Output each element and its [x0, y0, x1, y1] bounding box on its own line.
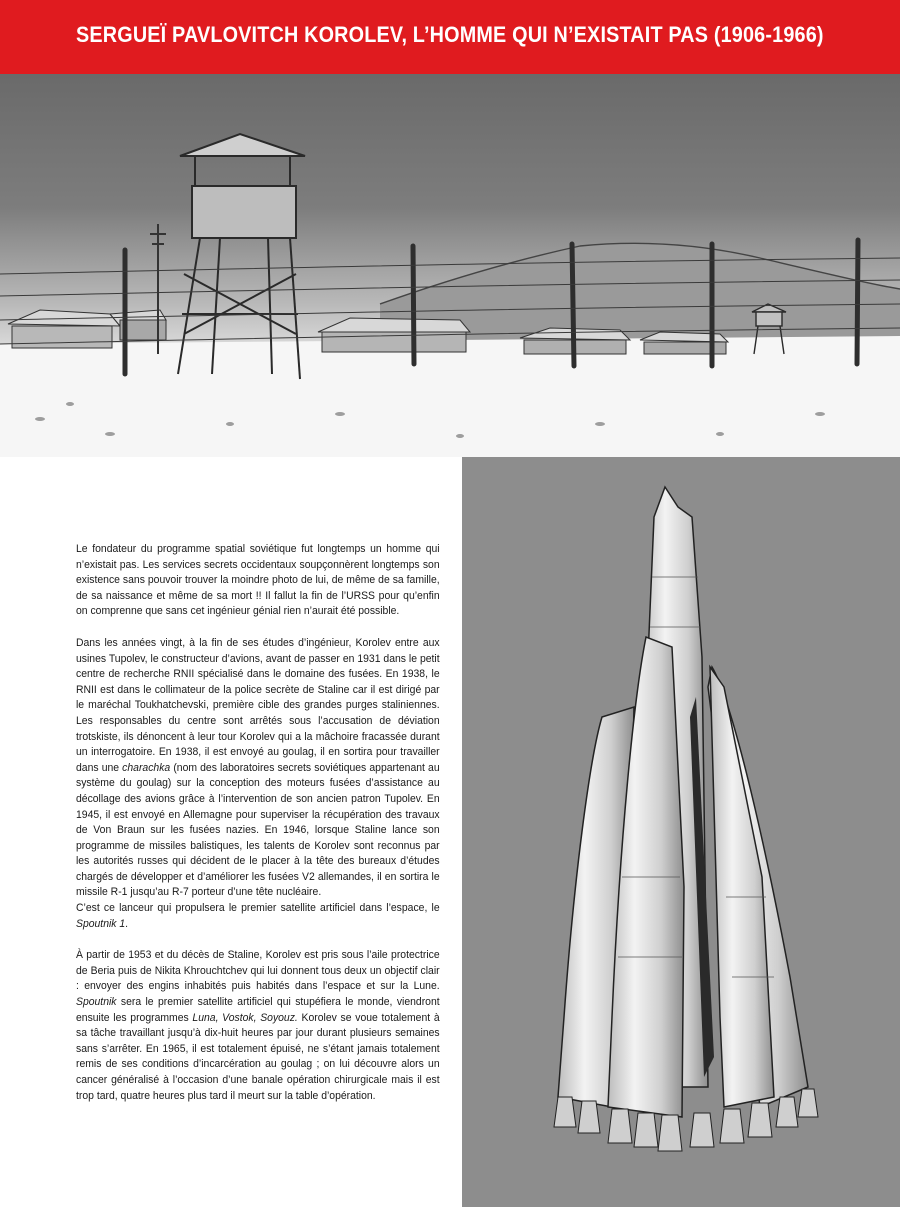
- paragraph-career-part2: (nom des laboratoires secrets soviétiques appartenant au système du goulag) sur la conception des moteurs fusées d’assistance au décollage des avions grâce à l’intervention de son ancien patron Tupolev. En 1945, il est envoyé en Allemagne pour superviser la récupération des travaux de Von Braun sur les fusées nazies. En 1946, lorsque Staline lance son programme de missiles balistiques, les talents de Korolev sont reconnus par les autorités russes qui décident de le placer à la tête des bureaux d’études chargés de développer et d’améliorer les fusées V2 allemandes, il en sortira le missile R-1 jusqu’au R-7 porteur d’une tête nucléaire.: [76, 761, 440, 899]
- paragraph-spoutnik-part2: .: [125, 917, 129, 930]
- paragraph-final-part1: À partir de 1953 et du décès de Staline, Korolev est pris sous l’aile protectrice de Beria puis de Nikita Khrouchtchev qui lui donnent tous deux un objectif clair : envoyer des engins inhabités puis habités dans l’espace et sur la Lune.: [76, 949, 440, 993]
- paragraph-final-part3: Korolev se voue totalement à sa tâche travaillant jusqu’à dix-huit heures par jour durant plusieurs semaines sans s’arrêter. En 1965, il est totalement épuisé, ne s’étant jamais totalement remis de ses conditions d’incarcération au goulag ; on lui découvre alors un cancer généralisé à l’occasion d’une banale opération chirurgicale mais il est trop tard, quatre heures plus tard il meurt sur la table d’opération.: [76, 1011, 440, 1102]
- paragraph-spoutnik: [76, 901, 440, 932]
- title-bar: [0, 0, 900, 74]
- r7-rocket-illustration: [462, 457, 900, 1207]
- spoutnik-1-term: Spoutnik 1: [76, 917, 126, 930]
- paragraph-intro: Le fondateur du programme spatial soviétique fut longtemps un homme qui n’existait pas. Les services secrets occidentaux soupçonnèrent longtemps son existence sans pouvoir trouver la moindre photo de lui, de même de sa famille, de sa naissance et même de sa mort !! Il fallut la fin de l’URSS pour qu’enfin on comprenne que sans cet ingénieur génial rien n’aurait été possible.: [76, 543, 440, 618]
- gulag-watchtower-fence-illustration: [0, 74, 900, 457]
- paragraph-final: [76, 948, 440, 1104]
- programs-term: Luna, Vostok, Soyouz.: [192, 1011, 298, 1024]
- charachka-term: charachka: [122, 761, 171, 774]
- paragraph-final-part2: sera le premier satellite artificiel qui stupéfiera le monde, viendront ensuite les programmes: [76, 996, 440, 1024]
- paragraph-spoutnik-part1: C’est ce lanceur qui propulsera le premier satellite artificiel dans l’espace, le: [76, 902, 440, 915]
- article-body: [76, 542, 440, 1120]
- paragraph-career: [76, 636, 440, 901]
- spoutnik-term: Spoutnik: [76, 996, 117, 1009]
- paragraph-career-part1: Dans les années vingt, à la fin de ses études d’ingénieur, Korolev entre aux usines Tupolev, le constructeur d’avions, avant de passer en 1931 dans le petit centre de recherche RNII spécialisé dans le domaine des fusées. En 1938, le RNII est dans le collimateur de la police secrète de Staline car il est dirigé par le maréchal Toukhatchevski, première cible des grandes purges staliniennes. Les responsables du centre sont arrêtés sous l’accusation de déviation trotskiste, ils dénoncent à leur tour Korolev qui a la mâchoire fracassée durant un interrogatoire. En 1938, il est envoyé au goulag, il en sortira pour travailler dans une: [76, 636, 440, 774]
- page-title: SERGUEÏ PAVLOVITCH KOROLEV, L’HOMME QUI N’EXISTAIT PAS (1906-1966): [76, 22, 824, 47]
- rocket-panel: [462, 457, 900, 1207]
